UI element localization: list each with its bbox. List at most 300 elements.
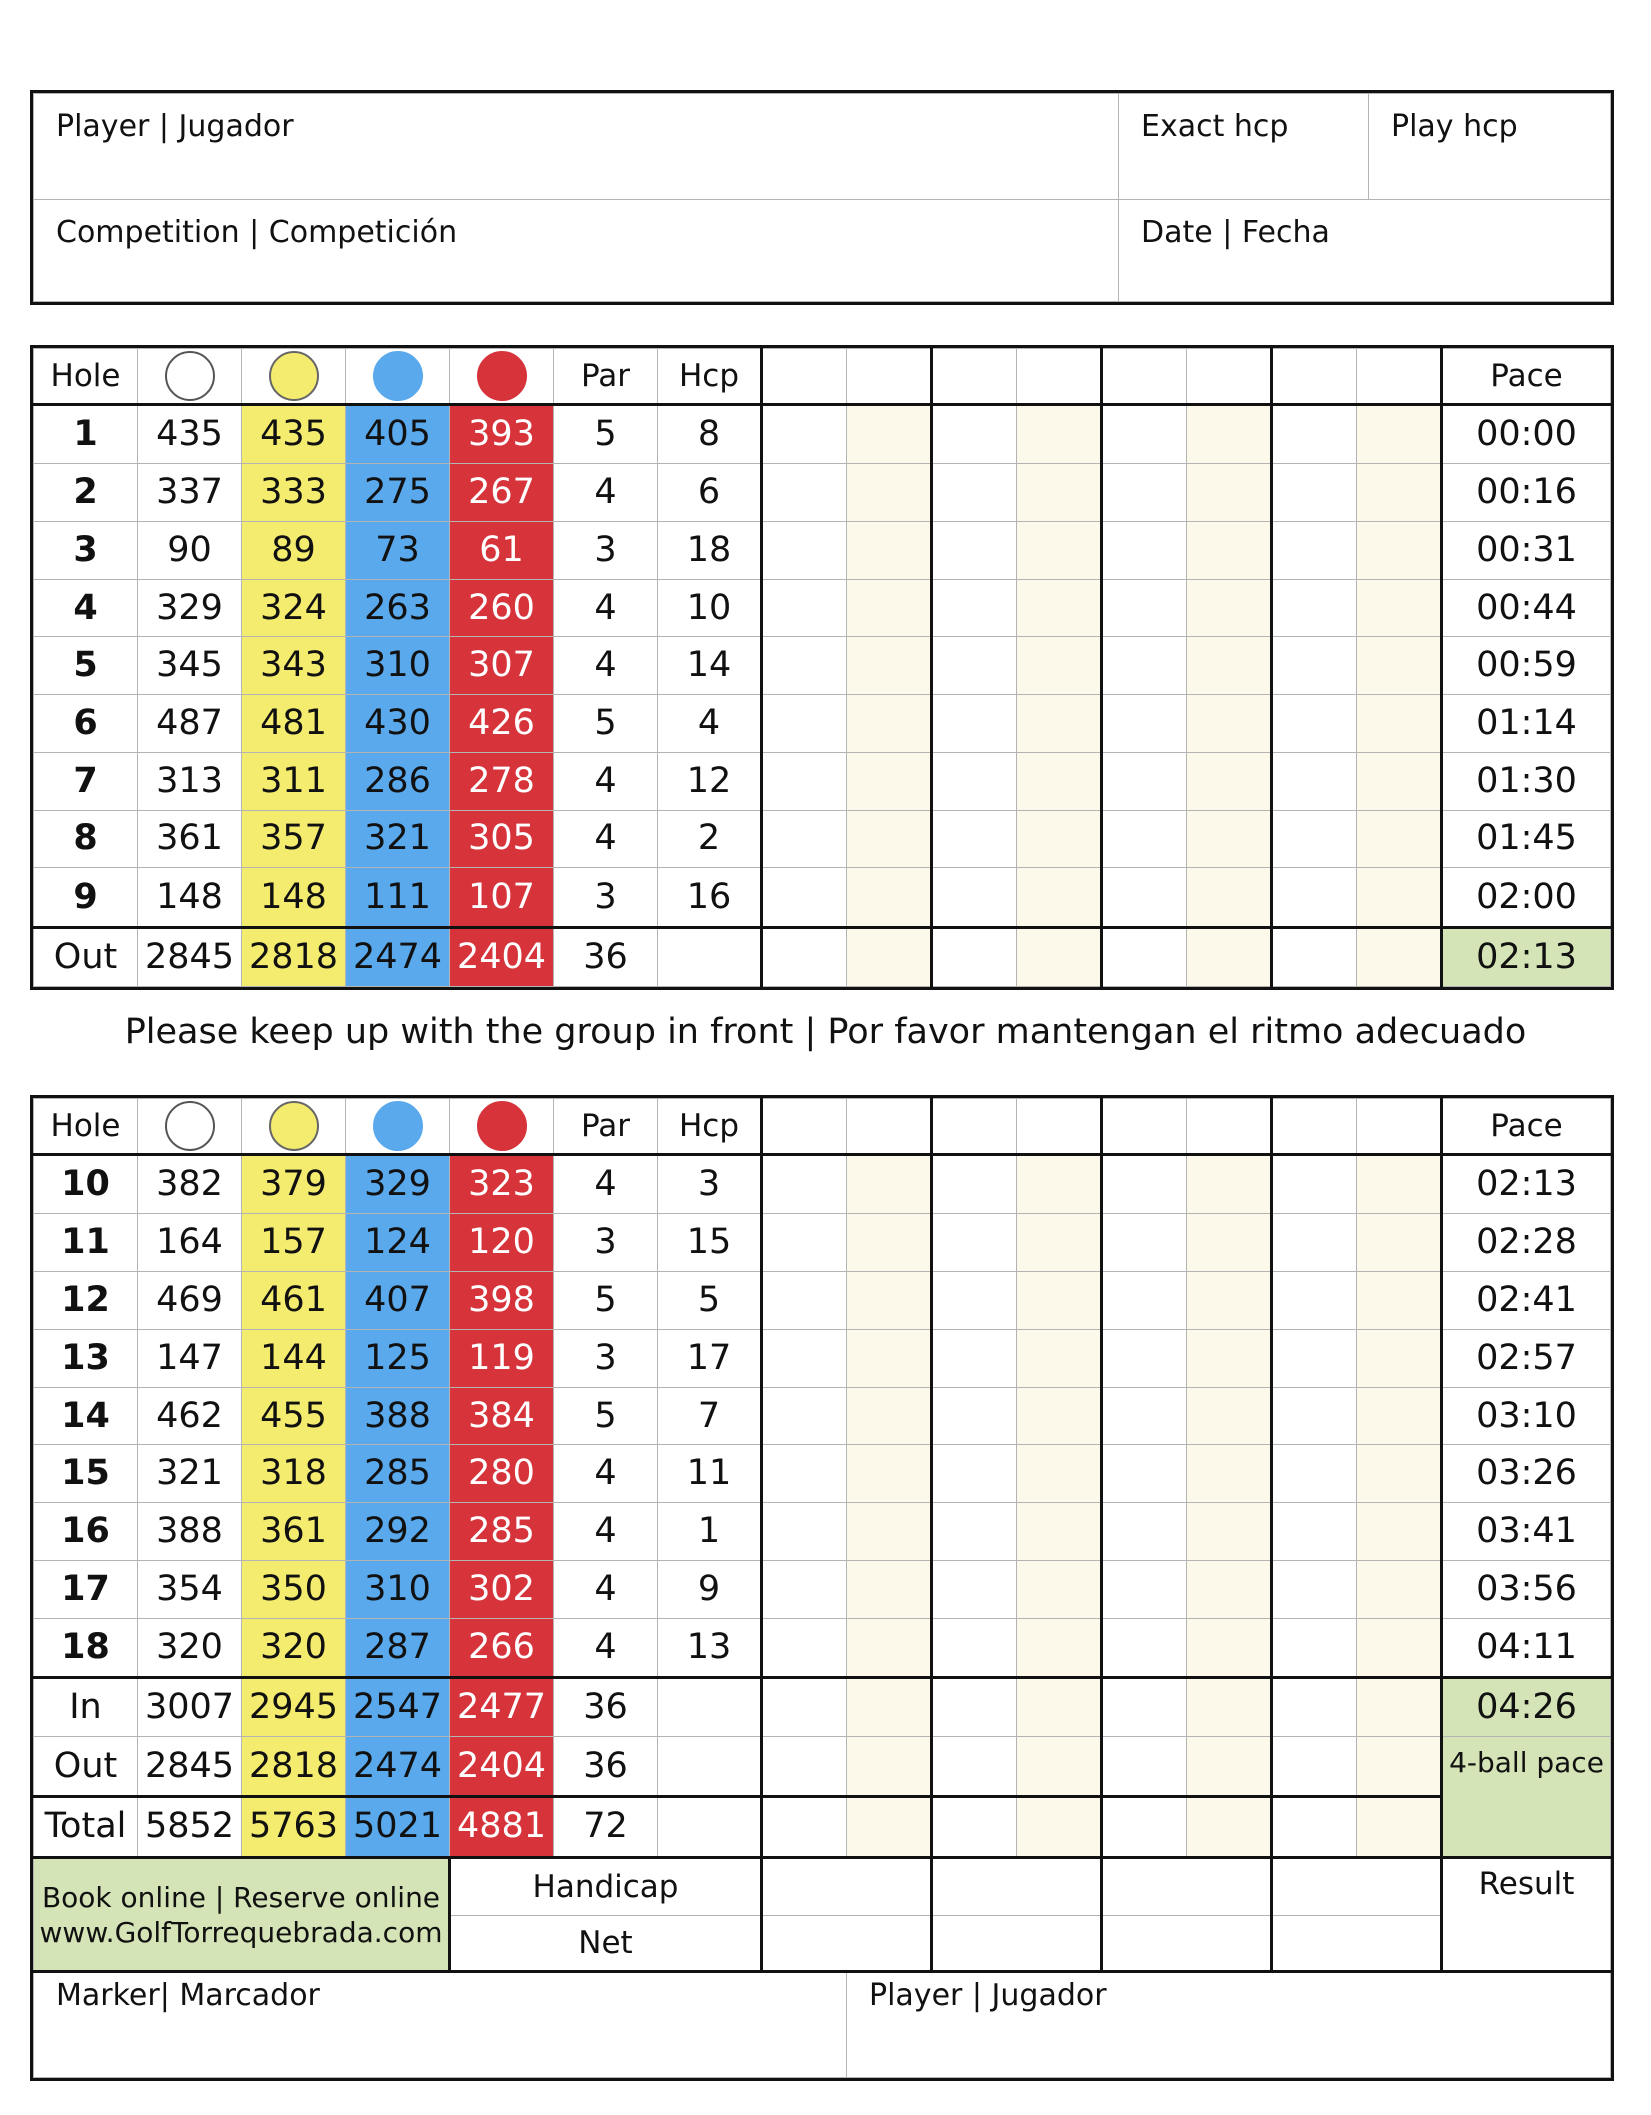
score-cell[interactable] [932, 927, 1017, 986]
blue-tee-icon [373, 351, 423, 401]
net-cell[interactable] [932, 1916, 1102, 1972]
white-total: 3007 [138, 1678, 242, 1737]
score-cell[interactable] [1187, 1155, 1272, 1214]
score-cell[interactable] [1187, 752, 1272, 810]
score-cell[interactable] [1102, 1214, 1187, 1272]
score-cell[interactable] [762, 1272, 847, 1330]
red-total: 2404 [450, 927, 554, 986]
score-cell[interactable] [932, 579, 1017, 637]
score-cell[interactable] [1187, 405, 1272, 464]
score-cell[interactable] [1272, 752, 1357, 810]
handicap-label: Handicap [450, 1858, 762, 1916]
score-cell[interactable] [932, 868, 1017, 927]
pace-finish-time: 04:26 [1442, 1678, 1611, 1737]
score-cell[interactable] [762, 1796, 847, 1857]
score-cell[interactable] [1357, 810, 1442, 868]
score-cell[interactable] [847, 1560, 932, 1618]
white-yardage: 313 [138, 752, 242, 810]
pace-time: 01:45 [1442, 810, 1611, 868]
score-cell[interactable] [1102, 1272, 1187, 1330]
score-cell[interactable] [1017, 1445, 1102, 1503]
score-cell[interactable] [1017, 579, 1102, 637]
handicap-cell[interactable] [932, 1858, 1102, 1916]
score-cell[interactable] [1187, 868, 1272, 927]
score-cell[interactable] [1017, 1329, 1102, 1387]
hole-row [34, 810, 1611, 868]
hole-number: 13 [34, 1329, 138, 1387]
score-cell[interactable] [1017, 1503, 1102, 1561]
score-cell[interactable] [1102, 464, 1187, 522]
score-cell[interactable] [1357, 868, 1442, 927]
grand-total-row [34, 1796, 1611, 1857]
net-cell[interactable] [1272, 1916, 1442, 1972]
score-cell[interactable] [847, 579, 932, 637]
competition-field[interactable] [34, 200, 1119, 302]
par-value: 5 [554, 1272, 658, 1330]
pace-time: 02:28 [1442, 1214, 1611, 1272]
score-cell[interactable] [1272, 1503, 1357, 1561]
red-tee-header [450, 349, 554, 405]
marker-label: Marker| Marcador [56, 1978, 320, 2013]
score-cell[interactable] [762, 1618, 847, 1677]
yellow-tee-icon [269, 1101, 319, 1151]
par-total: 36 [554, 1678, 658, 1737]
score-cell[interactable] [847, 1503, 932, 1561]
score-cell[interactable] [847, 1445, 932, 1503]
score-cell[interactable] [1187, 1445, 1272, 1503]
par-value: 3 [554, 522, 658, 580]
score-cell[interactable] [1187, 579, 1272, 637]
in-total-row [34, 1678, 1611, 1737]
score-cell[interactable] [1357, 1329, 1442, 1387]
score-cell[interactable] [762, 637, 847, 695]
score-cell[interactable] [1187, 1678, 1272, 1737]
hcp-total-cell [658, 1737, 762, 1796]
score-cell[interactable] [847, 927, 932, 986]
hole-row [34, 1329, 1611, 1387]
exact-hcp-field[interactable] [1119, 94, 1369, 200]
score-cell[interactable] [1102, 1560, 1187, 1618]
blue-yardage: 292 [346, 1503, 450, 1561]
score-cell[interactable] [932, 522, 1017, 580]
score-header-cell [932, 1099, 1017, 1155]
yellow-yardage: 481 [242, 695, 346, 753]
score-cell[interactable] [847, 1678, 932, 1737]
score-cell[interactable] [932, 1445, 1017, 1503]
score-cell[interactable] [932, 1796, 1017, 1857]
net-cell[interactable] [762, 1916, 932, 1972]
score-cell[interactable] [1102, 522, 1187, 580]
yellow-yardage: 144 [242, 1329, 346, 1387]
score-cell[interactable] [847, 1387, 932, 1445]
hcp-header: Hcp [658, 1099, 762, 1155]
yellow-tee-header [242, 1099, 346, 1155]
score-cell[interactable] [847, 405, 932, 464]
par-value: 4 [554, 810, 658, 868]
score-cell[interactable] [847, 637, 932, 695]
score-cell[interactable] [847, 1618, 932, 1677]
score-cell[interactable] [847, 464, 932, 522]
score-cell[interactable] [932, 1618, 1017, 1677]
score-cell[interactable] [762, 579, 847, 637]
score-cell[interactable] [932, 810, 1017, 868]
handicap-cell[interactable] [762, 1858, 932, 1916]
play-hcp-field[interactable] [1369, 94, 1611, 200]
score-cell[interactable] [762, 810, 847, 868]
white-yardage: 382 [138, 1155, 242, 1214]
marker-signature-field[interactable] [34, 1972, 847, 2078]
pace-time: 03:56 [1442, 1560, 1611, 1618]
score-cell[interactable] [1017, 464, 1102, 522]
blue-total: 2547 [346, 1678, 450, 1737]
score-cell[interactable] [1187, 1272, 1272, 1330]
score-cell[interactable] [847, 1737, 932, 1796]
score-cell[interactable] [1102, 1618, 1187, 1677]
yellow-yardage: 350 [242, 1560, 346, 1618]
score-cell[interactable] [1017, 522, 1102, 580]
score-cell[interactable] [932, 1214, 1017, 1272]
score-cell[interactable] [1102, 1329, 1187, 1387]
white-yardage: 435 [138, 405, 242, 464]
score-cell[interactable] [762, 695, 847, 753]
white-yardage: 164 [138, 1214, 242, 1272]
score-cell[interactable] [847, 522, 932, 580]
hole-row [34, 579, 1611, 637]
score-cell[interactable] [847, 752, 932, 810]
blue-yardage: 287 [346, 1618, 450, 1677]
player-signature-field[interactable] [847, 1972, 1611, 2078]
score-cell[interactable] [1357, 1678, 1442, 1737]
red-yardage: 384 [450, 1387, 554, 1445]
score-cell[interactable] [1187, 522, 1272, 580]
score-cell[interactable] [762, 1503, 847, 1561]
score-cell[interactable] [1187, 1737, 1272, 1796]
score-cell[interactable] [1187, 1618, 1272, 1677]
score-cell[interactable] [1017, 752, 1102, 810]
pace-time: 03:26 [1442, 1445, 1611, 1503]
score-cell[interactable] [932, 637, 1017, 695]
red-yardage: 280 [450, 1445, 554, 1503]
score-cell[interactable] [1272, 1678, 1357, 1737]
score-cell[interactable] [1017, 1214, 1102, 1272]
score-cell[interactable] [1272, 1214, 1357, 1272]
player-field[interactable] [34, 94, 1119, 200]
pace-header: Pace [1442, 349, 1611, 405]
handicap-row [34, 1858, 1611, 1916]
hole-row [34, 464, 1611, 522]
blue-yardage: 124 [346, 1214, 450, 1272]
hole-row [34, 1503, 1611, 1561]
score-cell[interactable] [1102, 1503, 1187, 1561]
score-cell[interactable] [1357, 637, 1442, 695]
score-cell[interactable] [1357, 1155, 1442, 1214]
blue-yardage: 286 [346, 752, 450, 810]
score-cell[interactable] [1102, 810, 1187, 868]
score-cell[interactable] [1187, 927, 1272, 986]
score-cell[interactable] [1102, 1796, 1187, 1857]
red-yardage: 323 [450, 1155, 554, 1214]
score-cell[interactable] [1272, 1737, 1357, 1796]
score-cell[interactable] [1272, 1796, 1357, 1857]
yellow-yardage: 343 [242, 637, 346, 695]
score-cell[interactable] [1272, 579, 1357, 637]
hole-row [34, 868, 1611, 927]
score-cell[interactable] [1017, 868, 1102, 927]
hole-number: 14 [34, 1387, 138, 1445]
score-cell[interactable] [847, 1155, 932, 1214]
score-cell[interactable] [1102, 1155, 1187, 1214]
yellow-tee-header [242, 349, 346, 405]
score-cell[interactable] [1272, 522, 1357, 580]
hole-number: 5 [34, 637, 138, 695]
score-cell[interactable] [762, 405, 847, 464]
par-value: 4 [554, 464, 658, 522]
score-header-cell [932, 349, 1017, 405]
pace-time: 03:10 [1442, 1387, 1611, 1445]
score-cell[interactable] [1272, 1387, 1357, 1445]
score-header-cell [1187, 349, 1272, 405]
score-cell[interactable] [1017, 810, 1102, 868]
score-cell[interactable] [1357, 1560, 1442, 1618]
yellow-yardage: 333 [242, 464, 346, 522]
score-cell[interactable] [932, 1503, 1017, 1561]
par-total: 36 [554, 927, 658, 986]
score-cell[interactable] [1017, 405, 1102, 464]
score-cell[interactable] [1102, 927, 1187, 986]
score-cell[interactable] [1187, 1329, 1272, 1387]
score-cell[interactable] [1187, 1560, 1272, 1618]
red-yardage: 267 [450, 464, 554, 522]
score-cell[interactable] [1272, 695, 1357, 753]
score-cell[interactable] [1357, 1503, 1442, 1561]
pace-time: 01:30 [1442, 752, 1611, 810]
hole-row [34, 1618, 1611, 1677]
score-cell[interactable] [1357, 522, 1442, 580]
score-cell[interactable] [762, 752, 847, 810]
score-cell[interactable] [1357, 927, 1442, 986]
score-cell[interactable] [1017, 1796, 1102, 1857]
score-cell[interactable] [1357, 752, 1442, 810]
score-cell[interactable] [762, 1214, 847, 1272]
score-cell[interactable] [1272, 1445, 1357, 1503]
blue-total: 2474 [346, 927, 450, 986]
score-cell[interactable] [1187, 637, 1272, 695]
red-yardage: 305 [450, 810, 554, 868]
score-header-cell [1357, 349, 1442, 405]
hcp-value: 16 [658, 868, 762, 927]
score-cell[interactable] [1187, 695, 1272, 753]
hole-number: 3 [34, 522, 138, 580]
par-value: 4 [554, 579, 658, 637]
yellow-yardage: 318 [242, 1445, 346, 1503]
score-cell[interactable] [932, 1678, 1017, 1737]
score-cell[interactable] [1357, 1272, 1442, 1330]
score-cell[interactable] [847, 1796, 932, 1857]
score-cell[interactable] [762, 522, 847, 580]
score-cell[interactable] [762, 1445, 847, 1503]
score-cell[interactable] [1187, 1387, 1272, 1445]
hole-header: Hole [34, 349, 138, 405]
score-cell[interactable] [1272, 1329, 1357, 1387]
score-cell[interactable] [1357, 464, 1442, 522]
score-cell[interactable] [1102, 1387, 1187, 1445]
yellow-yardage: 361 [242, 1503, 346, 1561]
yellow-yardage: 357 [242, 810, 346, 868]
score-header-cell [762, 349, 847, 405]
hcp-value: 7 [658, 1387, 762, 1445]
par-header: Par [554, 349, 658, 405]
score-cell[interactable] [1272, 927, 1357, 986]
pace-time: 00:00 [1442, 405, 1611, 464]
score-cell[interactable] [1017, 927, 1102, 986]
score-cell[interactable] [1187, 810, 1272, 868]
score-cell[interactable] [1017, 695, 1102, 753]
score-cell[interactable] [1187, 1214, 1272, 1272]
blue-tee-header [346, 349, 450, 405]
score-cell[interactable] [1102, 1445, 1187, 1503]
score-cell[interactable] [932, 1272, 1017, 1330]
hole-row [34, 637, 1611, 695]
score-cell[interactable] [1187, 1503, 1272, 1561]
score-cell[interactable] [932, 695, 1017, 753]
hole-number: 9 [34, 868, 138, 927]
par-value: 3 [554, 868, 658, 927]
handicap-cell[interactable] [1102, 1858, 1272, 1916]
score-cell[interactable] [1102, 868, 1187, 927]
score-cell[interactable] [932, 464, 1017, 522]
score-cell[interactable] [847, 868, 932, 927]
score-cell[interactable] [762, 868, 847, 927]
blue-yardage: 263 [346, 579, 450, 637]
score-cell[interactable] [1272, 1560, 1357, 1618]
score-cell[interactable] [1017, 1560, 1102, 1618]
score-cell[interactable] [847, 810, 932, 868]
score-cell[interactable] [932, 752, 1017, 810]
score-cell[interactable] [847, 1214, 932, 1272]
score-cell[interactable] [847, 1329, 932, 1387]
score-cell[interactable] [1272, 464, 1357, 522]
blue-total: 2474 [346, 1737, 450, 1796]
par-value: 4 [554, 1618, 658, 1677]
score-cell[interactable] [1102, 579, 1187, 637]
white-yardage: 487 [138, 695, 242, 753]
hole-row [34, 1214, 1611, 1272]
score-cell[interactable] [932, 1387, 1017, 1445]
score-cell[interactable] [1187, 464, 1272, 522]
score-cell[interactable] [1017, 1678, 1102, 1737]
score-cell[interactable] [1272, 1618, 1357, 1677]
score-cell[interactable] [1357, 1445, 1442, 1503]
score-cell[interactable] [1102, 752, 1187, 810]
score-cell[interactable] [1102, 637, 1187, 695]
score-cell[interactable] [1272, 868, 1357, 927]
yellow-yardage: 89 [242, 522, 346, 580]
score-cell[interactable] [1272, 637, 1357, 695]
score-cell[interactable] [1017, 1387, 1102, 1445]
score-cell[interactable] [762, 1329, 847, 1387]
score-cell[interactable] [1102, 695, 1187, 753]
booking-banner[interactable] [34, 1858, 450, 1972]
score-cell[interactable] [1017, 1737, 1102, 1796]
white-total: 5852 [138, 1796, 242, 1857]
yellow-total: 2945 [242, 1678, 346, 1737]
score-cell[interactable] [1017, 1618, 1102, 1677]
white-yardage: 147 [138, 1329, 242, 1387]
date-field[interactable] [1119, 200, 1611, 302]
score-cell[interactable] [932, 1329, 1017, 1387]
score-cell[interactable] [1017, 1272, 1102, 1330]
score-cell[interactable] [762, 1155, 847, 1214]
score-cell[interactable] [762, 1560, 847, 1618]
score-cell[interactable] [1357, 579, 1442, 637]
hcp-total-cell [658, 927, 762, 986]
player-info-card [30, 90, 1614, 305]
score-cell[interactable] [1272, 810, 1357, 868]
red-yardage: 426 [450, 695, 554, 753]
score-cell[interactable] [762, 464, 847, 522]
score-cell[interactable] [1357, 1737, 1442, 1796]
four-ball-pace-label: 4-ball pace [1442, 1737, 1611, 1858]
score-cell[interactable] [1357, 695, 1442, 753]
booking-text: Book online | Reserve online [41, 1880, 441, 1914]
score-cell[interactable] [847, 695, 932, 753]
net-cell[interactable] [1102, 1916, 1272, 1972]
white-tee-icon [165, 1101, 215, 1151]
score-cell[interactable] [932, 405, 1017, 464]
score-cell[interactable] [1357, 405, 1442, 464]
score-cell[interactable] [1357, 1618, 1442, 1677]
pace-time: 00:16 [1442, 464, 1611, 522]
pace-out-time: 02:13 [1442, 927, 1611, 986]
exact-hcp-label: Exact hcp [1141, 109, 1289, 144]
white-tee-header [138, 1099, 242, 1155]
score-cell[interactable] [1017, 1155, 1102, 1214]
score-cell[interactable] [1102, 405, 1187, 464]
score-cell[interactable] [1357, 1214, 1442, 1272]
score-cell[interactable] [1357, 1387, 1442, 1445]
score-cell[interactable] [762, 1678, 847, 1737]
in-label: In [34, 1678, 138, 1737]
white-total: 2845 [138, 927, 242, 986]
red-yardage: 307 [450, 637, 554, 695]
score-cell[interactable] [1017, 637, 1102, 695]
score-cell[interactable] [1102, 1678, 1187, 1737]
score-cell[interactable] [1272, 1272, 1357, 1330]
hole-number: 15 [34, 1445, 138, 1503]
score-cell[interactable] [1357, 1796, 1442, 1857]
score-cell[interactable] [1272, 1155, 1357, 1214]
white-yardage: 388 [138, 1503, 242, 1561]
blue-yardage: 329 [346, 1155, 450, 1214]
blue-yardage: 310 [346, 637, 450, 695]
score-cell[interactable] [1102, 1737, 1187, 1796]
hole-number: 11 [34, 1214, 138, 1272]
score-cell[interactable] [932, 1737, 1017, 1796]
score-cell[interactable] [932, 1155, 1017, 1214]
score-cell[interactable] [932, 1560, 1017, 1618]
par-value: 4 [554, 1445, 658, 1503]
score-cell[interactable] [1187, 1796, 1272, 1857]
hole-number: 1 [34, 405, 138, 464]
blue-yardage: 285 [346, 1445, 450, 1503]
score-cell[interactable] [762, 927, 847, 986]
score-cell[interactable] [762, 1387, 847, 1445]
score-cell[interactable] [847, 1272, 932, 1330]
score-cell[interactable] [762, 1737, 847, 1796]
hole-row [34, 1387, 1611, 1445]
score-cell[interactable] [1272, 405, 1357, 464]
handicap-cell[interactable] [1272, 1858, 1442, 1916]
